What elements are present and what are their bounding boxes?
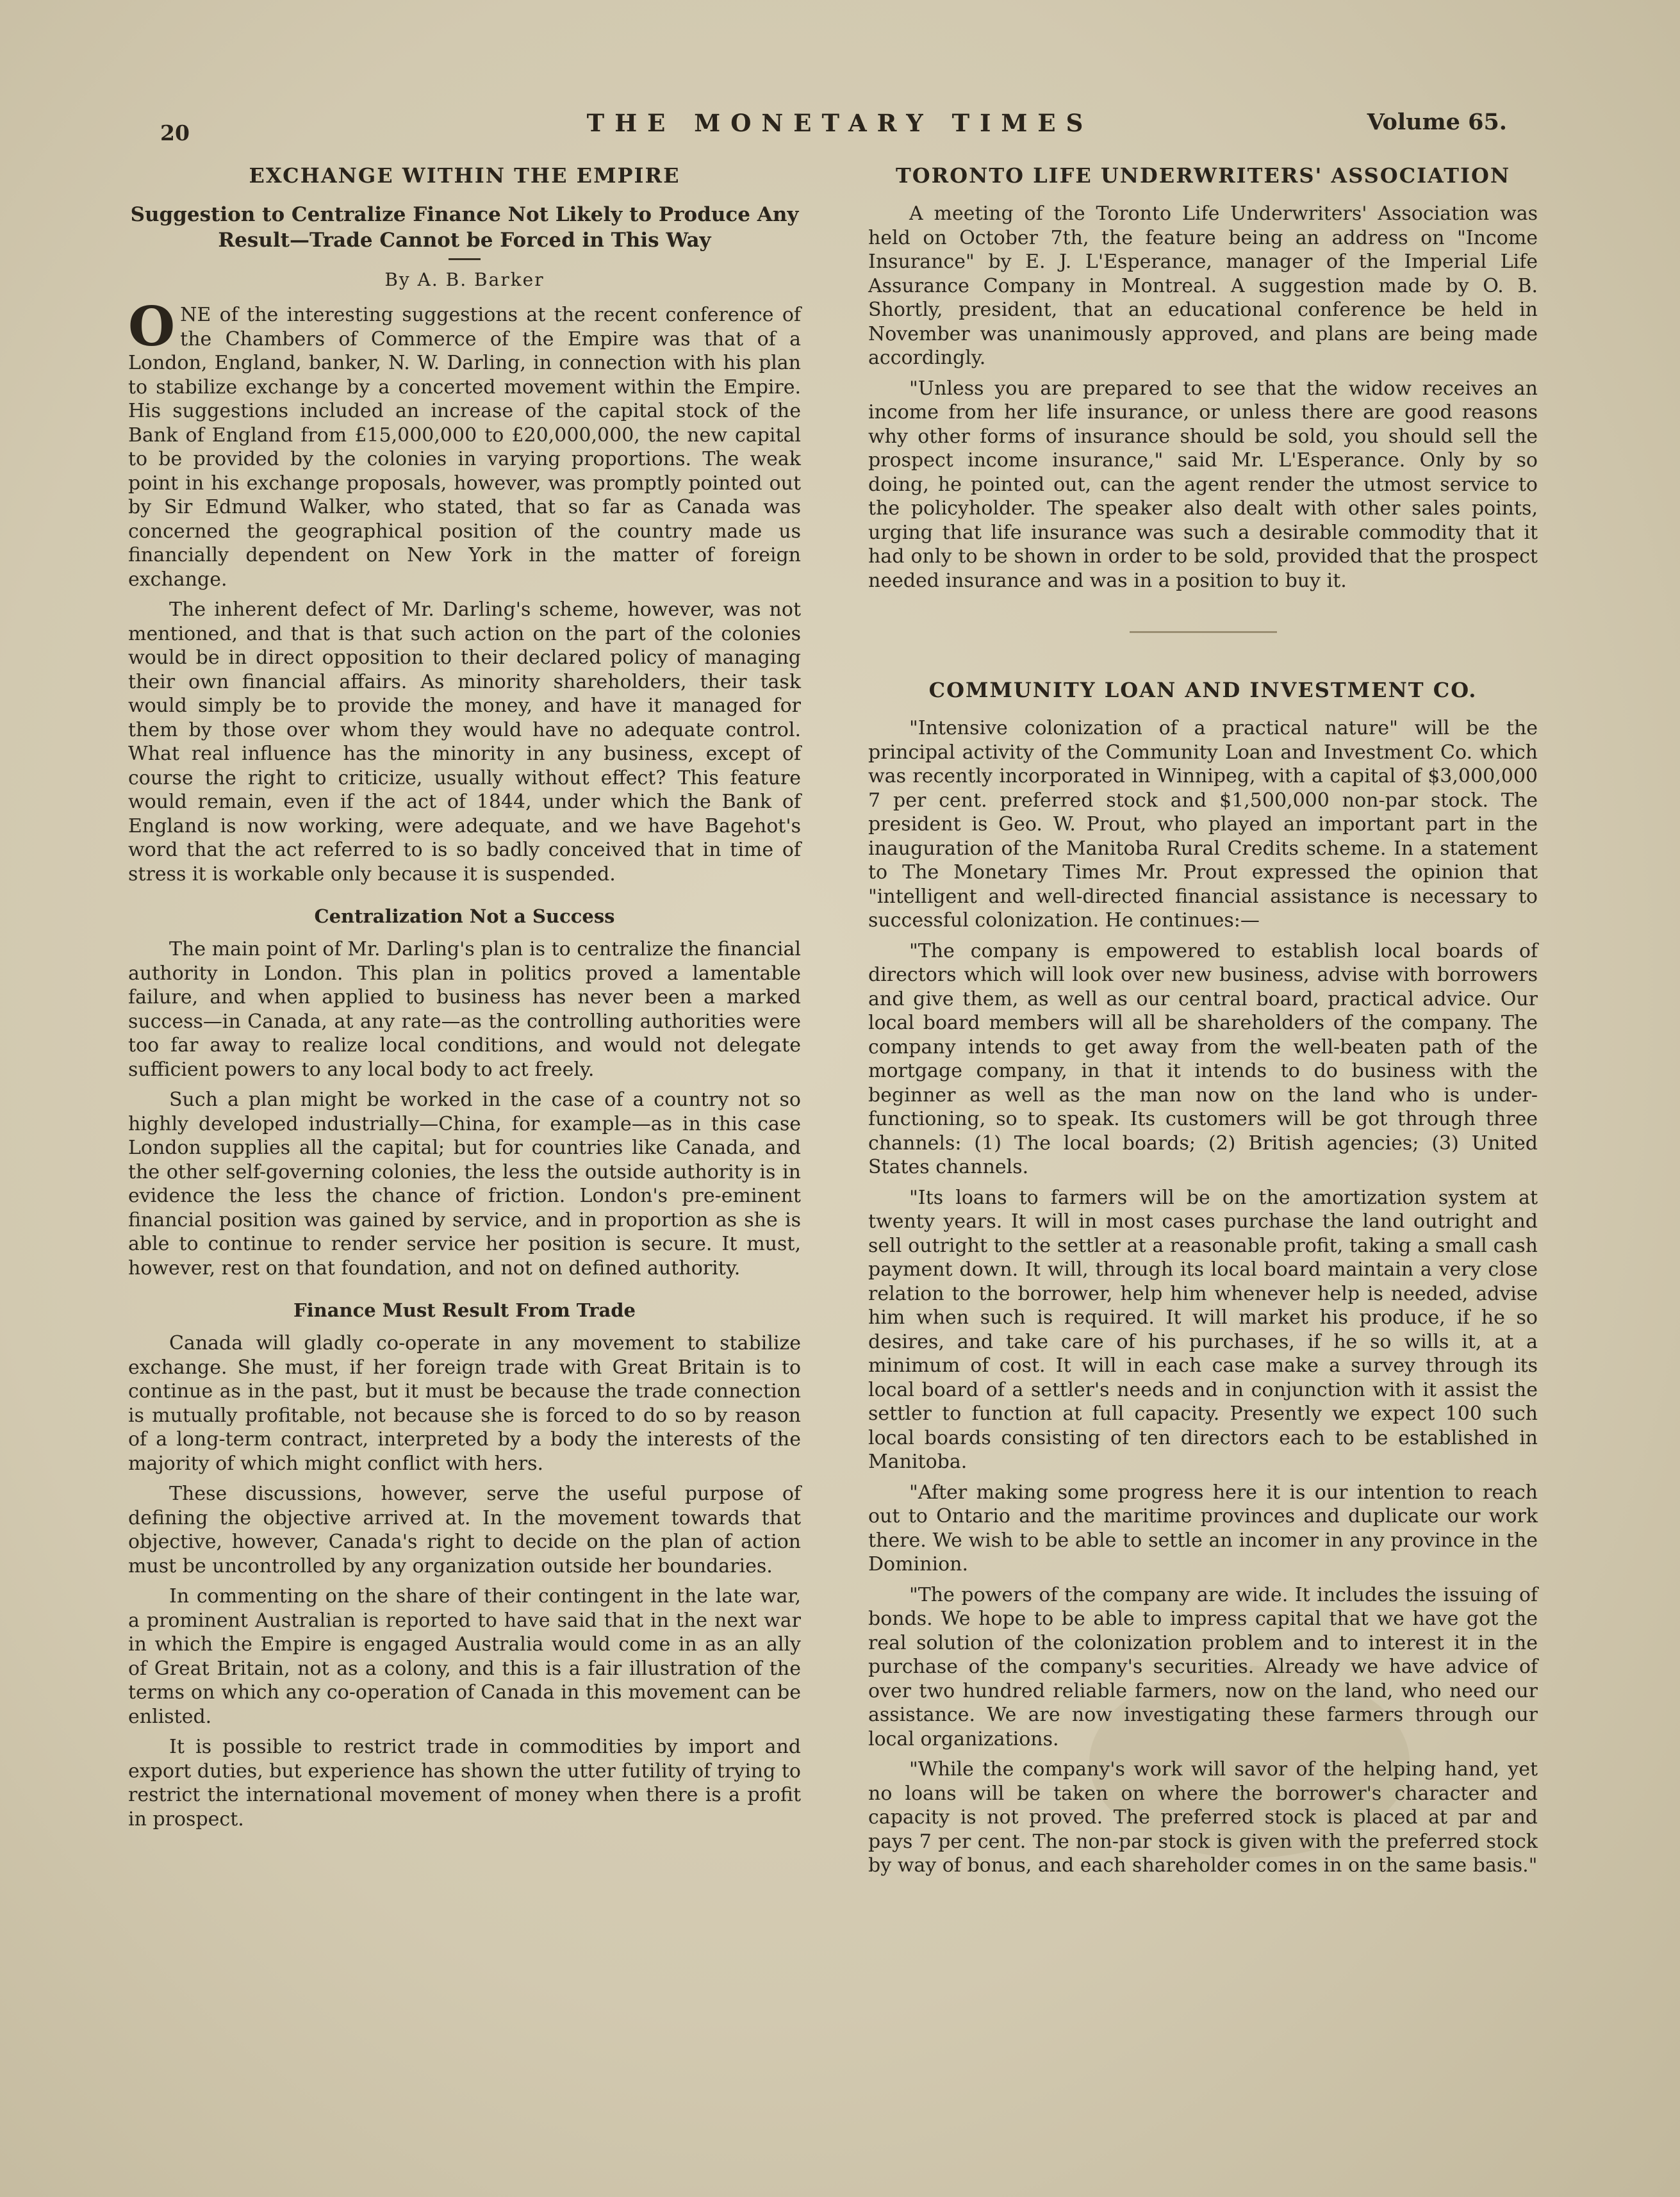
paragraph: The inherent defect of Mr. Darling's scheme, however, was not mentioned, and that is that such action on the part of the colonies would be in direct opposition to their declared policy of managing their own financial affairs. As minority shareholders, their task would simply be to provide the money, and have it managed for them by those over whom they would have no adequate control. What real influence has the minority in any business, except of course the right to criticize, usually without effect? This feature would remain, even if the act of 1844, under which the Bank of England is now working, were adequate, and we have Bagehot's word that the act referred to is so badly conceived that in time of stress it is workable only because it is suspended.: [128, 598, 801, 885]
paragraph: "Intensive colonization of a practical nature" will be the principal activity of the Community Loan and Investment Co. which was recently incorporated in Winnipeg, with a capital of $3,000,000 7 per cent. preferred stock and $1,500,000 non-par stock. The president is Geo. W. Prout, who played an important part in the inauguration of the Manitoba Rural Credits scheme. In a statement to The Monetary Times Mr. Prout expressed the opinion that "intelligent and well-directed financial assistance is necessary to successful colonization. He continues:—: [868, 717, 1538, 932]
paragraph: It is possible to restrict trade in commodities by import and export duties, but experience has shown the utter futility of trying to restrict the international movement of money when there is a profit in prospect.: [128, 1736, 801, 1831]
byline: By A. B. Barker: [384, 269, 545, 290]
article-title: TORONTO LIFE UNDERWRITERS' ASSOCIATION: [895, 163, 1511, 188]
paragraph: A meeting of the Toronto Life Underwriters' Association was held on October 7th, the feature being an address on "Income Insurance" by E. J. L'Esperance, manager of the Imperial Life Assurance Company in Montreal. A suggestion made by O. B. Shortly, president, that an educational conference be held in November was unanimously approved, and plans are being made accordingly.: [868, 202, 1538, 369]
masthead: THE MONETARY TIMES: [586, 109, 1094, 137]
paragraph-text: NE of the interesting suggestions at the recent conference of the Chambers of Commerce of the Empire was that of a London, England, banker, N. W. Darling, in connection with his plan to stabilize exchange by a concerted movement within the Empire. His suggestions included an increase of the capital stock of the Bank of England from £15,000,000 to £20,000,000, the new capital to be provided by the colonies in varying proportions. The weak point in his exchange proposals, however, was promptly pointed out by Sir Edmund Walker, who stated, that so far as Canada was concerned the geographical position of the country made us financially dependent on New York in the matter of foreign exchange.: [128, 304, 801, 591]
drop-cap: O: [128, 295, 176, 358]
right-column: [868, 163, 1538, 1884]
section-heading: Centralization Not a Success: [314, 905, 615, 927]
paragraph: The main point of Mr. Darling's plan is to centralize the financial authority in London. This plan in politics proved a lamentable failure, and when applied to business has never been a marked success—in Canada, at any rate—as the controlling authorities were too far away to realize local conditions, and would not delegate sufficient powers to any local body to act freely.: [128, 938, 801, 1081]
article-title: COMMUNITY LOAN AND INVESTMENT CO.: [928, 678, 1478, 702]
paragraph: These discussions, however, serve the useful purpose of defining the objective arrived at. In the movement towards that objective, however, Canada's right to decide on the plan of action must be uncontrolled by any organization outside her boundaries.: [128, 1483, 801, 1577]
article-subtitle: Suggestion to Centralize Finance Not Likely to Produce Any Result—Trade Cannot be Forced in This Way: [130, 203, 799, 252]
subtitle-rule: [449, 258, 481, 260]
article-divider: [1130, 631, 1277, 633]
paragraph: "While the company's work will savor of the helping hand, yet no loans will be taken on where the borrower's character and capacity is not proved. The preferred stock is placed at par and pays 7 per cent. The non-par stock is given with the preferred stock by way of bonus, and each shareholder comes in on the same basis.": [868, 1758, 1538, 1877]
article-title: EXCHANGE WITHIN THE EMPIRE: [249, 163, 680, 188]
paragraph: "After making some progress here it is our intention to reach out to Ontario and the maritime provinces and duplicate our work there. We wish to be able to settle an incomer in any province in the Dominion.: [868, 1481, 1538, 1576]
paragraph: "Its loans to farmers will be on the amortization system at twenty years. It will in most cases purchase the land outright and sell outright to the settler at a reasonable profit, taking a small cash payment down. It will, through its local board maintain a very close relation to the borrower, help him whenever help is needed, advise him when such is required. It will market his produce, if he so desires, and take care of his purchases, if he so wills it, at a minimum of cost. It will in each case make a survey through its local board of a settler's needs and in conjunction with it assist the settler to function at full capacity. Presently we expect 100 such local boards consisting of ten directors each to be established in Manitoba.: [868, 1186, 1538, 1473]
page-number: 20: [160, 120, 190, 145]
paragraph: "Unless you are prepared to see that the widow receives an income from her life insurance, or unless there are good reasons why other forms of insurance should be sold, you should sell the prospect income insurance," said Mr. L'Esperance. Only by so doing, he pointed out, can the agent render the utmost service to the policyholder. The speaker also dealt with other sales points, urging that life insurance was such a desirable commodity that it had only to be shown in order to be sold, provided that the prospect needed insurance and was in a position to buy it.: [868, 377, 1538, 592]
paragraph: "The company is empowered to establish local boards of directors which will look over new business, advise with borrowers and give them, as well as our central board, practical advice. Our local board members will all be shareholders of the company. The company intends to get away from the well-beaten path of the mortgage company, in that it intends to do business with the beginner as well as the man now on the land who is under-functioning, so to speak. Its customers will be got through three channels: (1) The local boards; (2) British agencies; (3) United States channels.: [868, 939, 1538, 1178]
paragraph: Canada will gladly co-operate in any movement to stabilize exchange. She must, if her foreign trade with Great Britain is to continue as in the past, but it must be because the trade connection is mutually profitable, not because she is forced to do so by reason of a long-term contract, interpreted by a body the interests of the majority of which might conflict with hers.: [128, 1332, 801, 1475]
paragraph: "The powers of the company are wide. It includes the issuing of bonds. We hope to be able to impress capital that we have got the real solution of the colonization problem and to interest it in the purchase of the company's securities. Already we have advice of over two hundred reliable farmers, now on the land, who need our assistance. We are now investigating these farmers through our local organizations.: [868, 1583, 1538, 1750]
paragraph: In commenting on the share of their contingent in the late war, a prominent Australian is reported to have said that in the next war in which the Empire is engaged Australia would come in as an ally of Great Britain, not as a colony, and this is a fair illustration of the terms on which any co-operation of Canada in this movement can be enlisted.: [128, 1585, 801, 1728]
section-heading: Finance Must Result From Trade: [293, 1299, 636, 1321]
volume-label: Volume 65.: [1367, 109, 1507, 135]
page-header: [0, 103, 1680, 145]
left-column: [128, 163, 801, 1838]
paragraph: [128, 295, 801, 591]
paragraph: Such a plan might be worked in the case of a country not so highly developed industrially—China, for example—as in this case London supplies all the capital; but for countries like Canada, and the other self-governing colonies, the less the outside authority is in evidence the less the chance of friction. London's pre-eminent financial position was gained by service, and in proportion as she is able to continue to render service her position is secure. It must, however, rest on that foundation, and not on defined authority.: [128, 1089, 801, 1280]
